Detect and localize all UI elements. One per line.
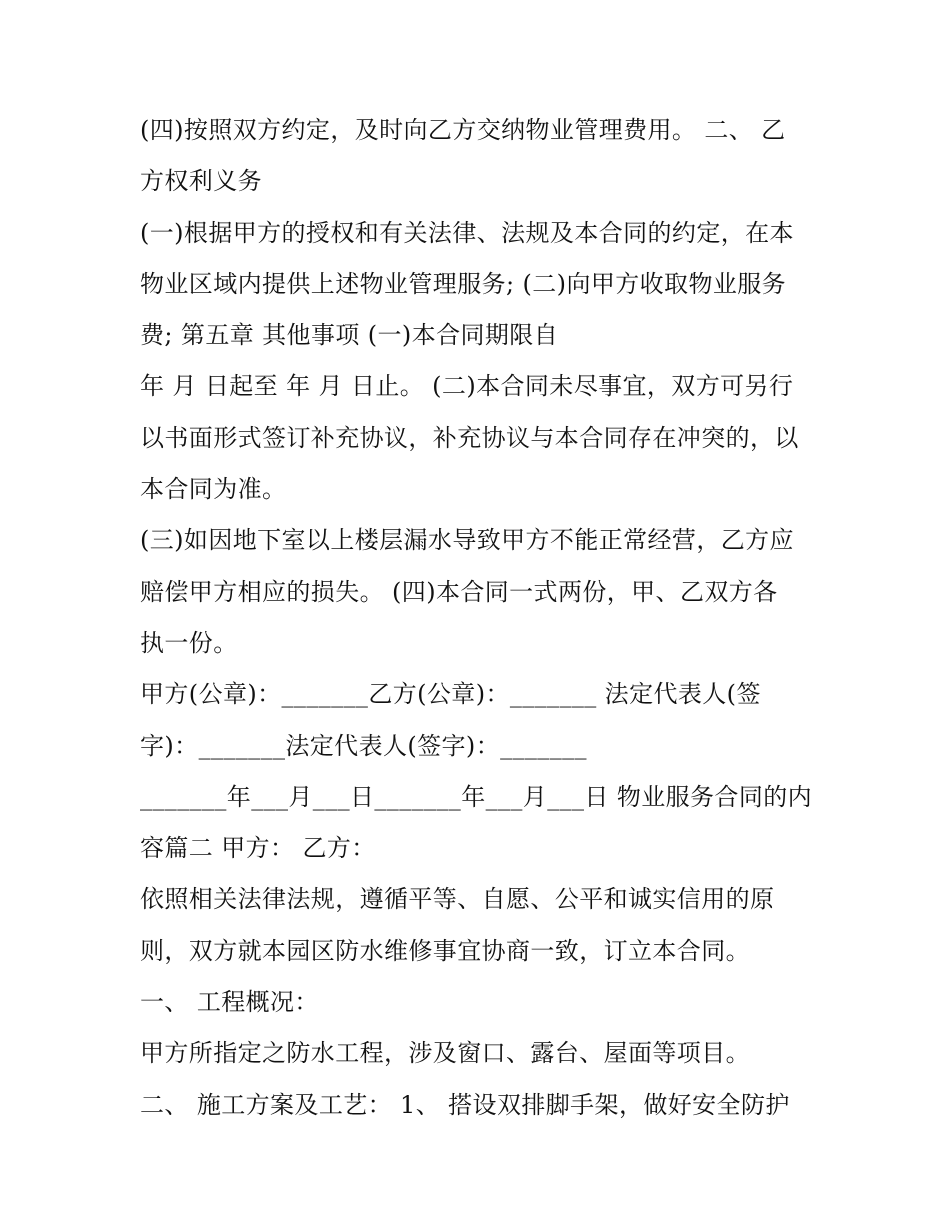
text-line: (三)如因地下室以上楼层漏水导致甲方不能正常经营，乙方应 <box>140 526 794 555</box>
signature-line: 甲方(公章)：_______乙方(公章)：_______ 法定代表人(签 <box>140 680 761 709</box>
signature-line: 字)：_______法定代表人(签字)：_______ <box>140 731 587 760</box>
document-text <box>140 105 830 1131</box>
section-heading: 二、 施工方案及工艺： 1、 搭设双排脚手架，做好安全防护 <box>140 1090 790 1119</box>
text-line: 甲方所指定之防水工程，涉及窗口、露台、屋面等项目。 <box>140 1039 750 1068</box>
date-line: _______年___月___日_______年___月___日 物业服务合同的内 <box>140 782 813 811</box>
text-line: 赔偿甲方相应的损失。 (四)本合同一式两份，甲、乙双方各 <box>140 577 778 606</box>
section-heading: 一、 工程概况： <box>140 988 319 1017</box>
text-line: (一)根据甲方的授权和有关法律、法规及本合同的约定，在本 <box>140 218 794 247</box>
text-line: 以书面形式签订补充协议，补充协议与本合同存在冲突的，以 <box>140 423 799 452</box>
text-line: 本合同为准。 <box>140 475 287 504</box>
text-line: 执一份。 <box>140 628 238 657</box>
text-line: 方权利义务 <box>140 167 262 196</box>
text-line: 则，双方就本园区防水维修事宜协商一致，订立本合同。 <box>140 936 750 965</box>
text-line: 容篇二 甲方： 乙方： <box>140 834 376 863</box>
text-line: 物业区域内提供上述物业管理服务; (二)向甲方收取物业服务 <box>140 269 787 298</box>
text-line: 年 月 日起至 年 月 日止。 (二)本合同未尽事宜，双方可另行 <box>140 372 794 401</box>
text-line: 费; 第五章 其他事项 (一)本合同期限自 <box>140 321 559 350</box>
text-line: 依照相关法律法规，遵循平等、自愿、公平和诚实信用的原 <box>140 885 775 914</box>
text-line: (四)按照双方约定，及时向乙方交纳物业管理费用。 二、 乙 <box>140 116 786 144</box>
